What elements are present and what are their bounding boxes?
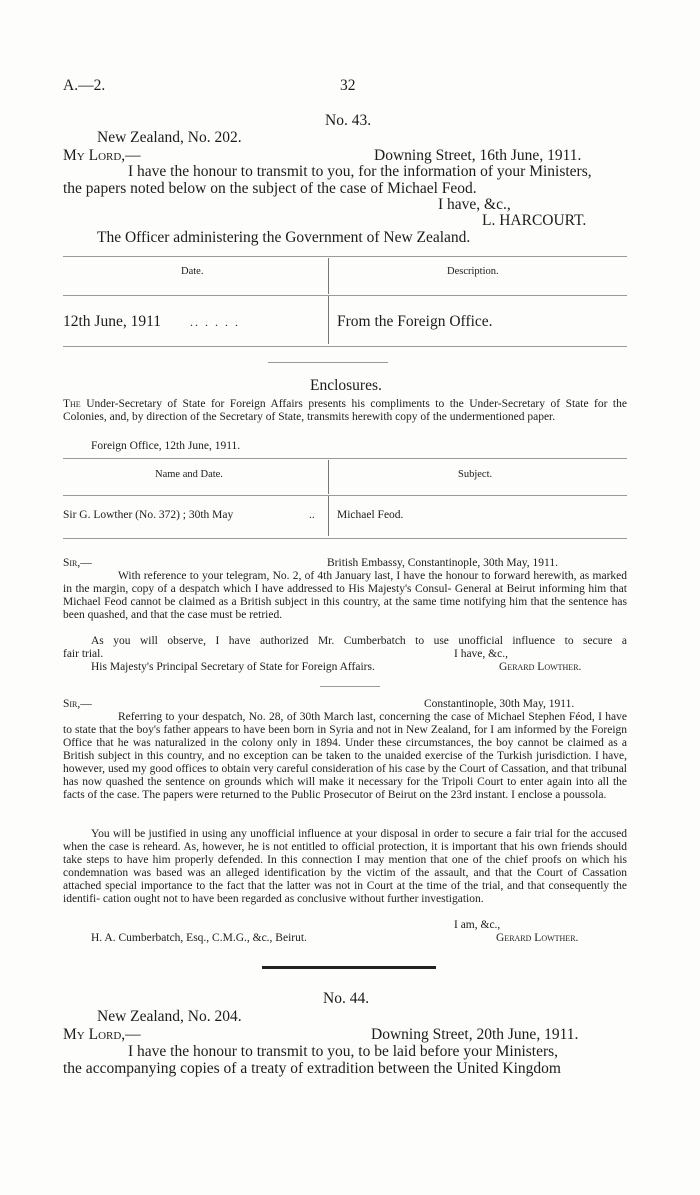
letter-43-place-date: Downing Street, 16th June, 1911.	[374, 147, 582, 164]
table-1-row-divider	[328, 296, 329, 344]
enclosures-note	[63, 398, 627, 424]
table-2-top-rule	[63, 458, 627, 459]
enclosures-note-line-2: of State for the Colonies, and, by direction of the Secretary of State, transmits herewith copy of the	[63, 398, 627, 423]
letter-b-signature: Gerard Lowther.	[496, 932, 579, 944]
letter-b-p2-line-4: I may mention that one of the chief proofs on which his condemnation was based was an alleged	[63, 854, 627, 879]
letter-43-closing: I have, &c.,	[438, 196, 511, 213]
letter-a-paragraph-2-line-1: As you will observe, I have authorized Mr. Cumberbatch to use unofficial influence to secure a	[91, 635, 627, 647]
letter-a-addressee: His Majesty's Principal Secretary of State for Foreign Affairs.	[91, 661, 375, 673]
enclosures-note-line-3: undermentioned paper.	[449, 411, 556, 423]
letter-a-signature: Gerard Lowther.	[499, 661, 582, 673]
letter-a-place-date: British Embassy, Constantinople, 30th May, 1911.	[327, 557, 558, 569]
letter-b-p1-line-5: can be taken to the unaided exercise of the Turkish jurisdiction. I have, however, used my good	[63, 750, 628, 775]
letter-b-p1-line-4: these circumstances, the boy cannot be claimed as a British subject in this country, and no exception	[63, 737, 628, 762]
enclosures-note-start: The	[63, 398, 81, 410]
table-2-header-divider	[328, 460, 329, 494]
page-header-ref: A.—2.	[63, 77, 106, 94]
letter-a-salutation: Sir,—	[63, 557, 92, 569]
letter-divider-short	[320, 686, 380, 687]
letter-43-signature: L. HARCOURT.	[482, 212, 587, 229]
table-1-row-description: From the Foreign Office.	[337, 313, 493, 330]
letter-44-recipient: New Zealand, No. 204.	[97, 1008, 242, 1025]
letter-43-addressee: The Officer administering the Government of New Zealand.	[97, 229, 471, 246]
letter-44-body-line-1: I have the honour to transmit to you, to be laid before your Ministers,	[128, 1043, 559, 1060]
table-1-row-leader: .. . . . .	[190, 315, 240, 329]
letter-b-p1-line-2: Féod, I have to state that the boy's father appears to have been born in Syria and not in New Zealand,	[63, 711, 627, 736]
table-1-header-divider	[328, 258, 329, 294]
letter-b-place-date: Constantinople, 30th May, 1911.	[424, 698, 575, 710]
table-1-header-date: Date.	[181, 266, 204, 277]
letter-43-body-line-1: I have the honour to transmit to you, for the information of your Ministers,	[128, 163, 592, 180]
letter-a-p1-line-5: retried.	[249, 609, 283, 621]
table-2-bottom-rule	[63, 538, 627, 539]
letter-43-recipient: New Zealand, No. 202.	[97, 129, 242, 146]
table-1-header-rule	[63, 295, 627, 296]
enclosures-note-line-1: Under-Secretary of State for Foreign Affairs presents his compliments to the Under-Secretary	[86, 398, 546, 410]
section-divider-short	[268, 362, 388, 363]
table-2-header-name: Name and Date.	[155, 469, 223, 480]
letter-a-paragraph-2-line-2: fair trial.	[63, 648, 104, 660]
letter-b-p1-line-1: Referring to your despatch, No. 28, of 30th March last, concerning the case of Michael Stephen	[118, 711, 566, 723]
letter-b-p1-line-3: for I am informed by the Foreign Office that he was naturalized in the colony only in 1894. Under	[63, 724, 628, 749]
table-1-top-rule	[63, 256, 627, 257]
letter-43-salutation: My Lord,—	[63, 147, 141, 164]
letter-43-body-line-2: the papers noted below on the subject of the case of Michael Feod.	[63, 180, 477, 197]
letter-b-salutation: Sir,—	[63, 698, 92, 710]
letter-a-p1-line-2: herewith, as marked in the margin, copy of a despatch which I have addressed to His Majesty's Consul-	[63, 570, 627, 595]
table-2-row-name: Sir G. Lowther (No. 372) ; 30th May	[63, 509, 234, 521]
table-2-header-rule	[63, 495, 627, 496]
letter-b-addressee: H. A. Cumberbatch, Esq., C.M.G., &c., Beirut.	[91, 932, 307, 944]
table-2-row-subject: Michael Feod.	[337, 509, 404, 521]
letter-b-p1-line-9: the 23rd instant. I enclose a poussola.	[433, 789, 607, 801]
table-1-header-description: Description.	[447, 266, 499, 277]
enclosures-heading: Enclosures.	[310, 377, 382, 394]
letter-b-p2-line-7: cation ought not to have been regarded as conclusive without further investigation.	[102, 893, 484, 905]
letter-b-paragraph-1	[63, 711, 627, 802]
letter-a-paragraph-1	[63, 570, 627, 622]
letter-a-p1-line-4: country, at the same time notifying him that the sentence has been quashed, and that the case must be	[63, 596, 627, 621]
table-2-row-leader: ..	[309, 509, 315, 521]
letter-b-p2-line-3: important that his own friends should take steps to have him properly defended. In this connection	[63, 841, 628, 866]
letter-b-p2-line-1: You will be justified in using any unofficial influence at your disposal in order to secure a fair trial	[91, 828, 553, 840]
letter-b-p2-line-5: identification by the victim of the assault, and that the Court of Cassation attached special importance	[63, 867, 627, 892]
table-1-bottom-rule	[63, 346, 627, 347]
section-separator-thick	[262, 966, 436, 969]
letter-b-closing: I am, &c.,	[454, 919, 501, 931]
letter-b-p2-line-6: to the fact that the latter was not in Court at the time of the trial, and that consequently the identifi-	[63, 880, 627, 905]
letter-a-p1-line-3: General at Beirut informing him that Michael Feod cannot be claimed as a British subject in this	[63, 583, 627, 608]
letter-b-p2-line-2: for the accused when the case is reheard. As, however, he is not entitled to official protection, it is	[63, 828, 627, 853]
letter-b-paragraph-2	[63, 828, 627, 906]
letter-a-closing: I have, &c.,	[454, 648, 508, 660]
table-1-row-date: 12th June, 1911	[63, 313, 162, 330]
page-number: 32	[340, 77, 356, 94]
letter-43-number: No. 43.	[325, 112, 372, 129]
letter-b-p1-line-7: has now quashed the sentence on grounds which will make it necessary for the Tripoli Court to enter	[63, 776, 544, 788]
letter-a-p1-line-1: With reference to your telegram, No. 2, of 4th January last, I have the honour to forward	[118, 570, 531, 582]
table-2-header-subject: Subject.	[458, 469, 493, 480]
letter-44-salutation: My Lord,—	[63, 1026, 141, 1043]
letter-b-p1-line-8: again into all the facts of the case. The papers were returned to the Public Prosecutor of Beirut on	[63, 776, 628, 801]
table-2-row-divider	[328, 496, 329, 536]
enclosures-note-place: Foreign Office, 12th June, 1911.	[91, 440, 241, 452]
letter-b-p1-line-6: offices to obtain very careful consideration of his case by the Court of Cassation, and that tribunal	[175, 763, 627, 775]
letter-44-place-date: Downing Street, 20th June, 1911.	[371, 1026, 579, 1043]
letter-44-body-line-2: the accompanying copies of a treaty of extradition between the United Kingdom	[63, 1060, 561, 1077]
letter-44-number: No. 44.	[323, 990, 370, 1007]
